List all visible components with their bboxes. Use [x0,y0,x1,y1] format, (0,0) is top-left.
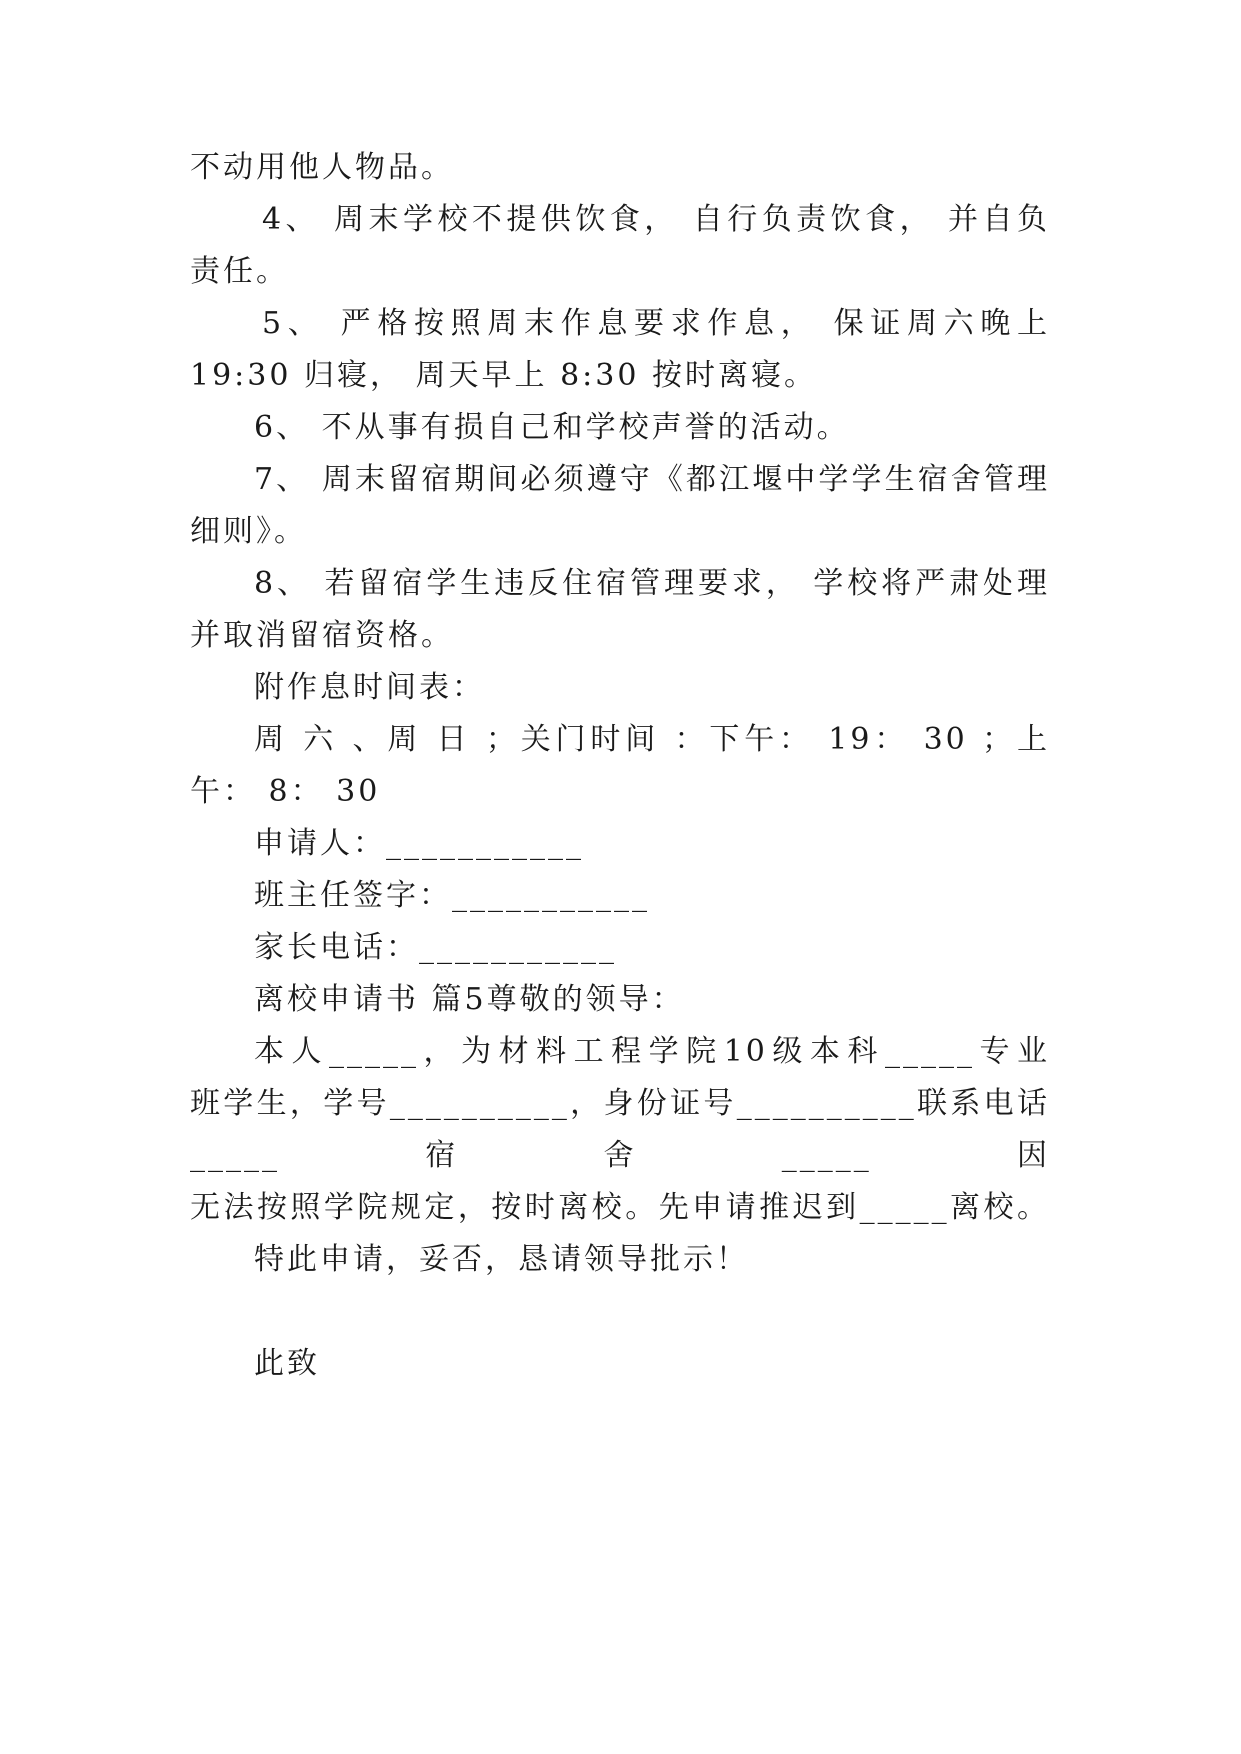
text-line: 8、 若留宿学生违反住宿管理要求， 学校将严肃处理 [254,566,1050,601]
text-line: 班学生，学号__________，身份证号__________联系电话 [190,1086,1050,1121]
text-line: 周 六 、周 日 ；关门时间 ：下午： 19： 30 ；上 [254,722,1050,757]
text-line: 午： 8： 30 [190,774,381,809]
text-line: 本人_____，为材料工程学院10级本科_____专业 [254,1034,1050,1069]
section-heading: 离校申请书 篇5尊敬的领导： [254,982,685,1017]
text-line: 7、 周末留宿期间必须遵守《都江堰中学学生宿舍管理 [254,462,1050,497]
text-line: 4、 周末学校不提供饮食， 自行负责饮食， 并自负 [262,202,1050,237]
text-line: 不动用他人物品。 [190,150,454,185]
text-line: 责任。 [190,254,289,289]
text-line: 6、 不从事有损自己和学校声誉的活动。 [254,410,850,445]
signature-line-teacher: 班主任签字：___________ [254,878,650,913]
text-line: 细则》。 [190,514,307,549]
closing-line: 此致 [254,1346,320,1381]
text-line: 无法按照学院规定，按时离校。先申请推迟到_____离校。 [190,1190,1050,1225]
text-line: 19:30 归寝， 周天早上 8:30 按时离寝。 [190,358,817,393]
text-line: 特此申请，妥否，恳请领导批示！ [254,1242,749,1277]
text-line: _____宿舍_____因 [190,1138,1050,1173]
text-line: 5、 严格按照周末作息要求作息， 保证周六晚上 [262,306,1050,341]
text-line: 并取消留宿资格。 [190,618,454,653]
text-line: 附作息时间表： [254,670,485,705]
signature-line-parent-phone: 家长电话：___________ [254,930,617,965]
signature-line-applicant: 申请人：___________ [254,826,584,861]
